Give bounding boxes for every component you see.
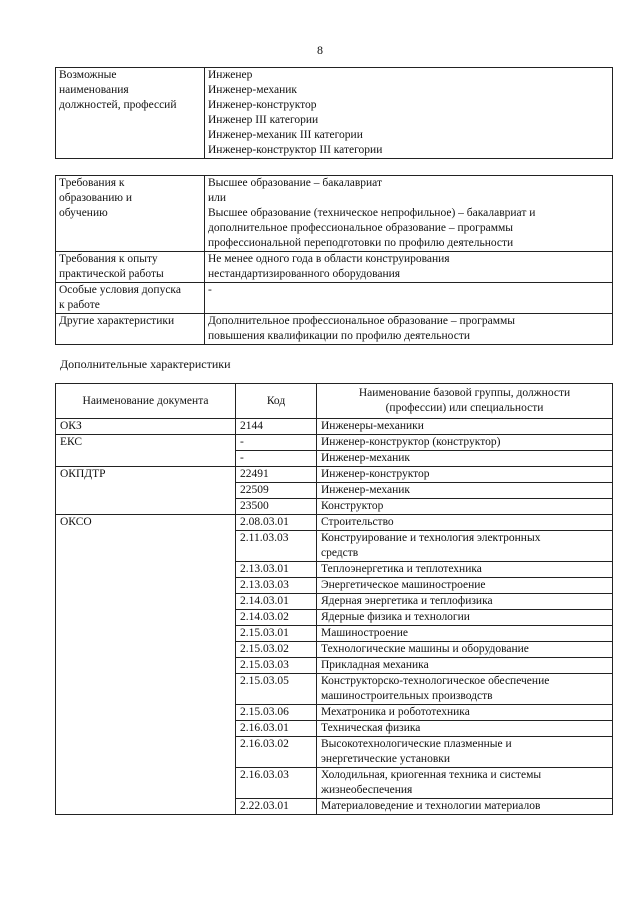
- additional-title: Дополнительные характеристики: [60, 357, 231, 371]
- classifier-table: [55, 383, 613, 815]
- experience-row: [56, 252, 613, 283]
- name-line: Машиностроение: [321, 627, 408, 639]
- value-line: дополнительное профессиональное образование – программы: [208, 222, 513, 234]
- name-line: машиностроительных производств: [321, 690, 493, 702]
- page-number: 8: [317, 43, 323, 57]
- name-cell: [317, 483, 613, 499]
- code-cell: 2.15.03.02: [236, 642, 317, 658]
- name-cell: [317, 768, 613, 799]
- name-line: Инженер-конструктор: [321, 468, 430, 480]
- document-name: ОКЗ: [56, 419, 236, 435]
- position-title: Инженер-конструктор III категории: [208, 144, 383, 156]
- code-cell: 2144: [236, 419, 317, 435]
- document-name: ОКПДТР: [56, 467, 236, 515]
- education-row: [56, 176, 613, 252]
- code-cell: 2.22.03.01: [236, 799, 317, 815]
- value-line: -: [208, 284, 212, 296]
- name-line: Строительство: [321, 516, 394, 528]
- label-line: Другие характеристики: [59, 315, 175, 327]
- label-line: наименования: [59, 84, 129, 96]
- value-line: Высшее образование (техническое непрофильное) – бакалавриат и: [208, 207, 536, 219]
- header-row: [56, 384, 613, 419]
- table-row: [56, 419, 613, 435]
- code-cell: 2.11.03.03: [236, 531, 317, 562]
- code-cell: 2.16.03.01: [236, 721, 317, 737]
- name-cell: [317, 642, 613, 658]
- name-cell: [317, 626, 613, 642]
- label-line: Возможные: [59, 69, 117, 81]
- name-cell: [317, 499, 613, 515]
- name-cell: [317, 451, 613, 467]
- table-row: [56, 467, 613, 483]
- name-cell: [317, 737, 613, 768]
- positions-row: [56, 68, 613, 159]
- other-value: [205, 314, 613, 345]
- label-line: образованию и: [59, 192, 132, 204]
- name-line: Мехатроника и робототехника: [321, 706, 470, 718]
- name-cell: [317, 594, 613, 610]
- position-title: Инженер-механик: [208, 84, 298, 96]
- name-cell: [317, 674, 613, 705]
- position-title: Инженер III категории: [208, 114, 319, 126]
- code-cell: 22491: [236, 467, 317, 483]
- code-cell: 2.15.03.03: [236, 658, 317, 674]
- name-cell: [317, 799, 613, 815]
- name-line: Инженер-механик: [321, 484, 411, 496]
- requirements-table: [55, 175, 613, 345]
- name-cell: [317, 562, 613, 578]
- table-row: [56, 435, 613, 451]
- code-cell: 23500: [236, 499, 317, 515]
- value-line: профессиональной переподготовки по профилю деятельности: [208, 237, 514, 249]
- admission-label: [56, 283, 205, 314]
- admission-value: [205, 283, 613, 314]
- code-cell: 2.14.03.01: [236, 594, 317, 610]
- name-cell: [317, 658, 613, 674]
- name-line: Инженер-конструктор (конструктор): [321, 436, 501, 448]
- name-cell: [317, 610, 613, 626]
- name-cell: [317, 435, 613, 451]
- position-title: Инженер: [208, 69, 253, 81]
- value-line: нестандартизированного оборудования: [208, 268, 401, 280]
- value-line: Дополнительное профессиональное образование – программы: [208, 315, 515, 327]
- code-cell: 2.14.03.02: [236, 610, 317, 626]
- table-row: [56, 515, 613, 531]
- code-cell: 2.16.03.03: [236, 768, 317, 799]
- admission-row: [56, 283, 613, 314]
- document-name: ОКСО: [56, 515, 236, 815]
- positions-table: [55, 67, 613, 159]
- name-line: Прикладная механика: [321, 659, 429, 671]
- code-cell: 2.15.03.05: [236, 674, 317, 705]
- value-line: повышения квалификации по профилю деятельности: [208, 330, 470, 342]
- header-name-line: Наименование базовой группы, должности: [358, 387, 571, 399]
- name-cell: [317, 721, 613, 737]
- name-line: Конструкторско-технологическое обеспечение: [321, 675, 550, 687]
- name-line: Ядерная энергетика и теплофизика: [321, 595, 493, 607]
- name-cell: [317, 578, 613, 594]
- value-line: или: [208, 192, 227, 204]
- name-cell: [317, 705, 613, 721]
- name-line: средств: [321, 547, 359, 559]
- name-cell: [317, 515, 613, 531]
- label-line: обучению: [59, 207, 108, 219]
- code-cell: 2.16.03.02: [236, 737, 317, 768]
- name-line: Техническая физика: [321, 722, 421, 734]
- header-doc: Наименование документа: [56, 384, 236, 419]
- value-line: Не менее одного года в области конструирования: [208, 253, 450, 265]
- code-cell: 2.08.03.01: [236, 515, 317, 531]
- positions-label: [56, 68, 205, 159]
- name-cell: [317, 419, 613, 435]
- name-line: энергетические установки: [321, 753, 450, 765]
- label-line: Требования к: [59, 177, 125, 189]
- label-line: Требования к опыту: [59, 253, 158, 265]
- name-line: жизнеобеспечения: [321, 784, 413, 796]
- code-cell: 2.15.03.06: [236, 705, 317, 721]
- education-label: [56, 176, 205, 252]
- positions-values: [205, 68, 613, 159]
- name-line: Теплоэнергетика и теплотехника: [321, 563, 482, 575]
- name-line: Конструктор: [321, 500, 384, 512]
- code-cell: 2.13.03.03: [236, 578, 317, 594]
- name-cell: [317, 531, 613, 562]
- name-line: Конструирование и технология электронных: [321, 532, 541, 544]
- name-cell: [317, 467, 613, 483]
- name-line: Материаловедение и технологии материалов: [321, 800, 541, 812]
- code-cell: 2.15.03.01: [236, 626, 317, 642]
- position-title: Инженер-механик III категории: [208, 129, 363, 141]
- name-line: Технологические машины и оборудование: [321, 643, 529, 655]
- education-value: [205, 176, 613, 252]
- code-cell: -: [236, 451, 317, 467]
- experience-label: [56, 252, 205, 283]
- label-line: к работе: [59, 299, 100, 311]
- header-code: Код: [236, 384, 317, 419]
- position-title: Инженер-конструктор: [208, 99, 317, 111]
- name-line: Энергетическое машиностроение: [321, 579, 486, 591]
- label-line: должностей, профессий: [59, 99, 177, 111]
- value-line: Высшее образование – бакалавриат: [208, 177, 382, 189]
- code-cell: -: [236, 435, 317, 451]
- header-name-line: (профессии) или специальности: [385, 402, 544, 414]
- code-cell: 22509: [236, 483, 317, 499]
- name-line: Холодильная, криогенная техника и системы: [321, 769, 542, 781]
- name-line: Инженеры-механики: [321, 420, 424, 432]
- name-line: Ядерные физика и технологии: [321, 611, 470, 623]
- label-line: практической работы: [59, 268, 164, 280]
- other-label: [56, 314, 205, 345]
- code-cell: 2.13.03.01: [236, 562, 317, 578]
- other-row: [56, 314, 613, 345]
- name-line: Инженер-механик: [321, 452, 411, 464]
- document-name: ЕКС: [56, 435, 236, 467]
- classifier-body: [56, 419, 613, 815]
- label-line: Особые условия допуска: [59, 284, 181, 296]
- experience-value: [205, 252, 613, 283]
- header-name: [317, 384, 613, 419]
- name-line: Высокотехнологические плазменные и: [321, 738, 512, 750]
